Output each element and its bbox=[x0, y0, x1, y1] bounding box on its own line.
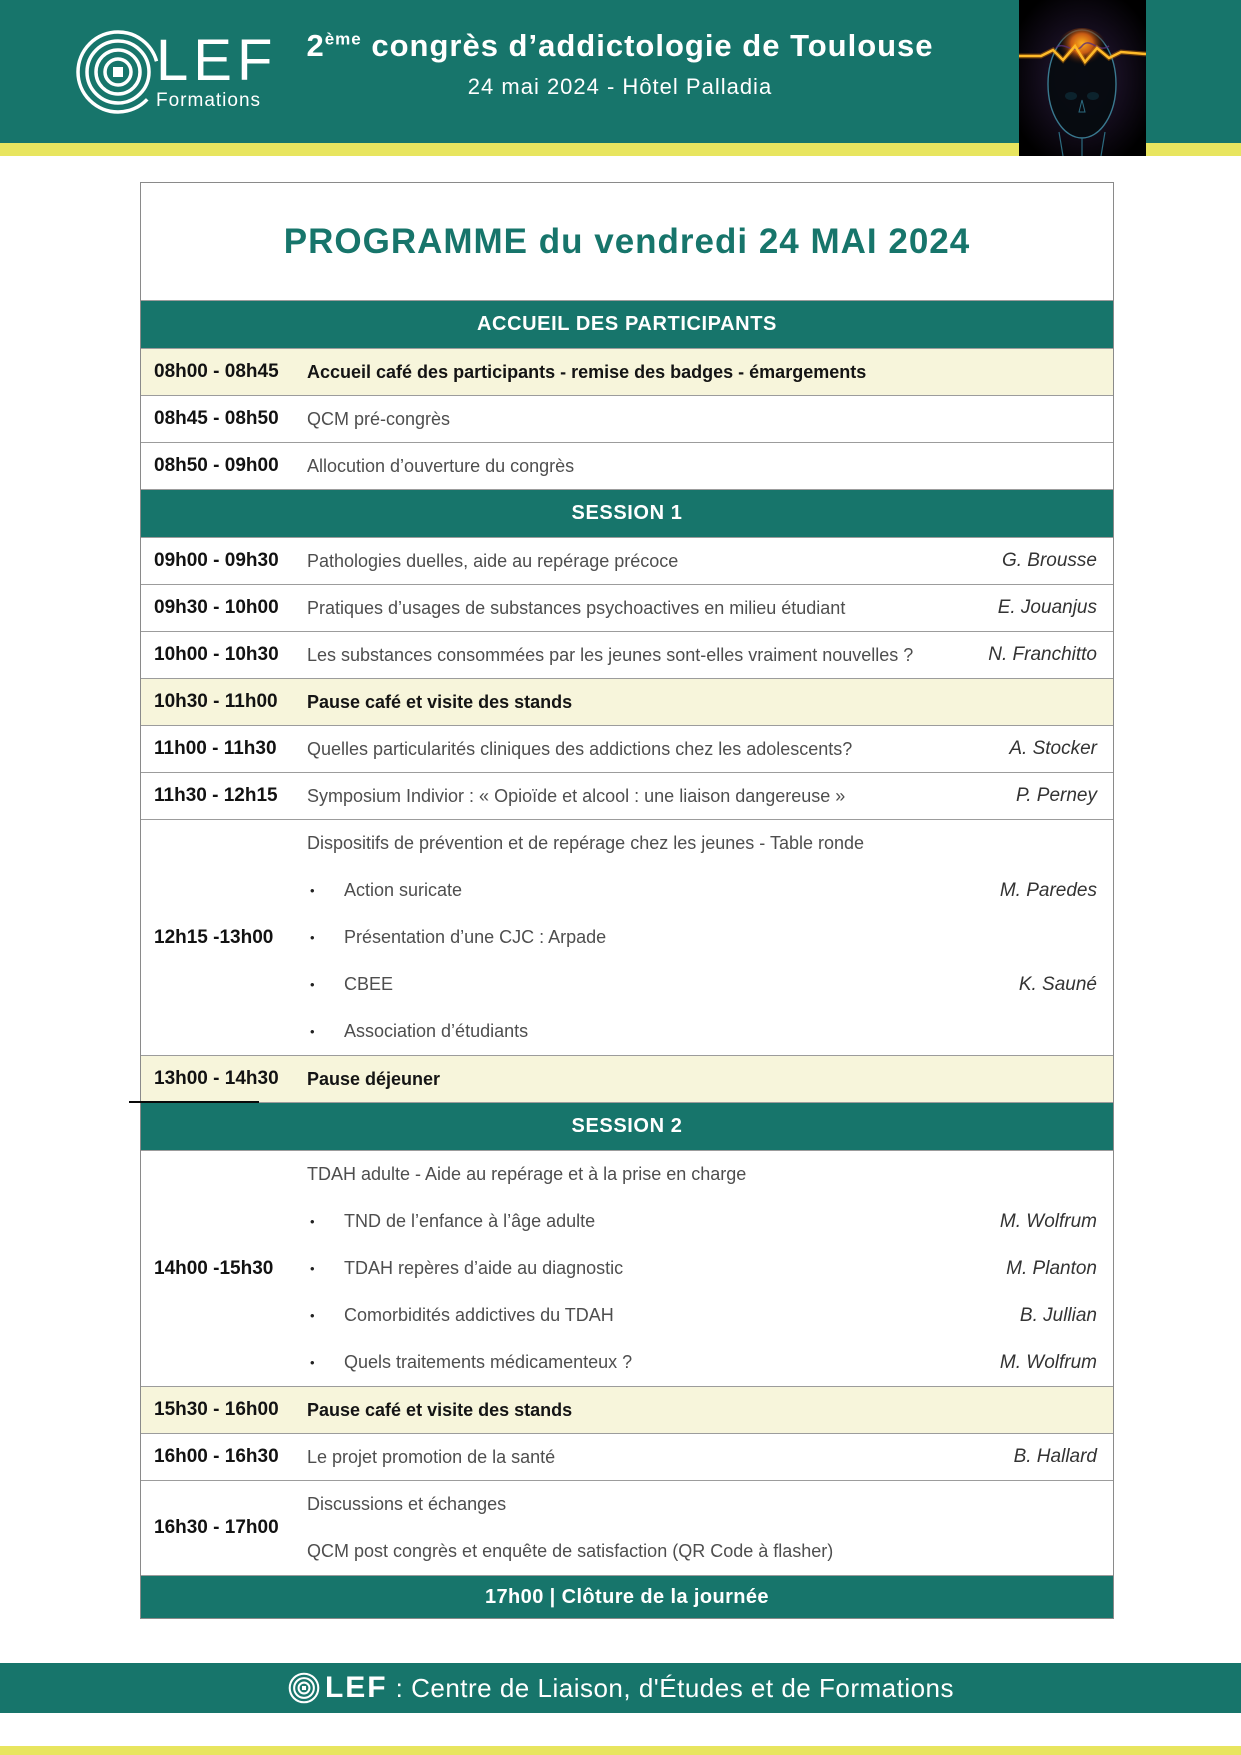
congress-title: 2ème congrès d’addictologie de Toulouse bbox=[306, 28, 934, 63]
time-slot: 14h00 -15h30 bbox=[154, 1257, 274, 1279]
bullet-item: • Action suricate M. Paredes bbox=[307, 867, 1113, 914]
speaker-name: P. Perney bbox=[1016, 785, 1097, 806]
clef-logo bbox=[70, 22, 277, 122]
activity-label: Pause déjeuner bbox=[307, 1068, 441, 1089]
table-row-pause bbox=[141, 678, 1113, 725]
speaker-name: K. Sauné bbox=[1018, 973, 1097, 995]
bullet-item: • CBEE K. Sauné bbox=[307, 961, 1113, 1008]
table-row-tdah bbox=[141, 1150, 1113, 1386]
program-table bbox=[140, 182, 1114, 1619]
talk-title: Symposium Indivior : « Opioïde et alcool : une liaison dangereuse » bbox=[307, 785, 846, 806]
speaker-name: G. Brousse bbox=[1001, 550, 1097, 571]
time-slot: 13h00 - 14h30 bbox=[154, 1068, 279, 1089]
talk-title: Les substances consommées par les jeunes sont-elles vraiment nouvelles ? bbox=[307, 644, 914, 665]
bullet-icon: • bbox=[310, 1261, 315, 1276]
bullet-icon: • bbox=[310, 1214, 315, 1229]
clef-logo-circles-icon bbox=[70, 22, 170, 122]
session-topic-title: TDAH adulte - Aide au repérage et à la prise en charge bbox=[307, 1164, 747, 1184]
speaker-name: B. Jullian bbox=[1019, 1304, 1097, 1326]
section-header-session1 bbox=[141, 489, 1113, 537]
time-slot: 16h00 - 16h30 bbox=[154, 1446, 279, 1467]
speaker-name: M. Wolfrum bbox=[999, 1351, 1097, 1373]
time-slot: 16h30 - 17h00 bbox=[154, 1517, 279, 1538]
time-slot: 08h45 - 08h50 bbox=[154, 408, 279, 429]
time-slot: 08h00 - 08h45 bbox=[154, 361, 279, 382]
clef-logo-circles-icon bbox=[287, 1671, 321, 1705]
talk-title: Le projet promotion de la santé bbox=[307, 1446, 556, 1467]
activity-label: Accueil café des participants - remise des badges - émargements bbox=[307, 361, 867, 382]
bullet-icon: • bbox=[310, 1308, 315, 1323]
table-row bbox=[141, 772, 1113, 819]
table-row bbox=[141, 584, 1113, 631]
footer-description: : Centre de Liaison, d'Études et de Formations bbox=[395, 1672, 955, 1703]
bullet-item: • Quels traitements médicamenteux ? M. Wolfrum bbox=[307, 1339, 1113, 1386]
page-title: PROGRAMME du vendredi 24 MAI 2024 bbox=[283, 221, 971, 261]
bullet-item: • TDAH repères d’aide au diagnostic M. Planton bbox=[307, 1245, 1113, 1292]
talk-title: Pratiques d’usages de substances psychoactives en milieu étudiant bbox=[307, 597, 846, 618]
table-row bbox=[141, 725, 1113, 772]
time-slot: 11h30 - 12h15 bbox=[154, 785, 278, 806]
speaker-name: M. Paredes bbox=[999, 879, 1097, 901]
speaker-name: N. Franchitto bbox=[988, 644, 1097, 665]
table-row bbox=[141, 537, 1113, 584]
logo-formations-text: Formations bbox=[156, 90, 262, 111]
activity-label: QCM post congrès et enquête de satisfaction (QR Code à flasher) bbox=[307, 1541, 834, 1561]
activity-label: QCM pré-congrès bbox=[307, 408, 451, 429]
activity-label: Pause café et visite des stands bbox=[307, 691, 573, 712]
section-label: ACCUEIL DES PARTICIPANTS bbox=[477, 313, 777, 335]
table-row bbox=[141, 395, 1113, 442]
speaker-name: M. Planton bbox=[1006, 1257, 1097, 1279]
time-slot: 09h00 - 09h30 bbox=[154, 550, 279, 571]
time-slot: 12h15 -13h00 bbox=[154, 926, 274, 948]
bullet-icon: • bbox=[310, 1355, 315, 1370]
speaker-name: E. Jouanjus bbox=[997, 597, 1097, 618]
bullet-item: • Présentation d’une CJC : Arpade bbox=[307, 914, 1113, 961]
section-label: SESSION 1 bbox=[571, 502, 683, 524]
table-row bbox=[141, 442, 1113, 489]
closing-bar: 17h00 | Clôture de la journée bbox=[141, 1575, 1113, 1618]
logo-lef-text: LEF bbox=[156, 28, 278, 93]
table-row bbox=[141, 1480, 1113, 1575]
table-row-pause bbox=[141, 1386, 1113, 1433]
table-row-roundtable bbox=[141, 819, 1113, 1055]
brain-artwork-image bbox=[1019, 0, 1146, 156]
time-slot: 10h00 - 10h30 bbox=[154, 644, 279, 665]
footer-band bbox=[0, 1663, 1241, 1713]
speaker-name: M. Wolfrum bbox=[999, 1210, 1097, 1232]
activity-label: Discussions et échanges bbox=[307, 1494, 507, 1514]
table-row bbox=[141, 631, 1113, 678]
bullet-icon: • bbox=[310, 1024, 315, 1039]
bullet-icon: • bbox=[310, 930, 315, 945]
talk-title: Pathologies duelles, aide au repérage précoce bbox=[307, 550, 679, 571]
bullet-icon: • bbox=[310, 883, 315, 898]
section-header-accueil bbox=[141, 300, 1113, 348]
table-row bbox=[141, 348, 1113, 395]
time-slot: 15h30 - 16h00 bbox=[154, 1399, 279, 1420]
speaker-name: B. Hallard bbox=[1013, 1446, 1097, 1467]
speaker-name: A. Stocker bbox=[1009, 738, 1097, 759]
section-label: SESSION 2 bbox=[571, 1115, 683, 1137]
table-row-pause bbox=[141, 1055, 1113, 1102]
bullet-icon: • bbox=[310, 977, 315, 992]
time-slot: 11h00 - 11h30 bbox=[154, 738, 277, 759]
bullet-item: • TND de l’enfance à l’âge adulte M. Wolfrum bbox=[307, 1198, 1113, 1245]
bullet-item: • Association d’étudiants bbox=[307, 1008, 1113, 1055]
time-slot: 09h30 - 10h00 bbox=[154, 597, 279, 618]
time-slot: 10h30 - 11h00 bbox=[154, 691, 278, 712]
congress-date-venue: 24 mai 2024 - Hôtel Palladia bbox=[467, 74, 773, 99]
bullet-item: • Comorbidités addictives du TDAH B. Jullian bbox=[307, 1292, 1113, 1339]
activity-label: Allocution d’ouverture du congrès bbox=[307, 455, 575, 476]
activity-label: Pause café et visite des stands bbox=[307, 1399, 573, 1420]
stray-line-artifact bbox=[129, 1101, 259, 1103]
talk-title: Quelles particularités cliniques des addictions chez les adolescents? bbox=[307, 738, 853, 759]
bottom-yellow-stripe bbox=[0, 1746, 1241, 1755]
roundtable-title: Dispositifs de prévention et de repérage chez les jeunes - Table ronde bbox=[307, 833, 865, 853]
section-header-session2 bbox=[141, 1102, 1113, 1150]
table-row bbox=[141, 1433, 1113, 1480]
footer-logo-text: LEF bbox=[324, 1671, 388, 1704]
time-slot: 08h50 - 09h00 bbox=[154, 455, 279, 476]
